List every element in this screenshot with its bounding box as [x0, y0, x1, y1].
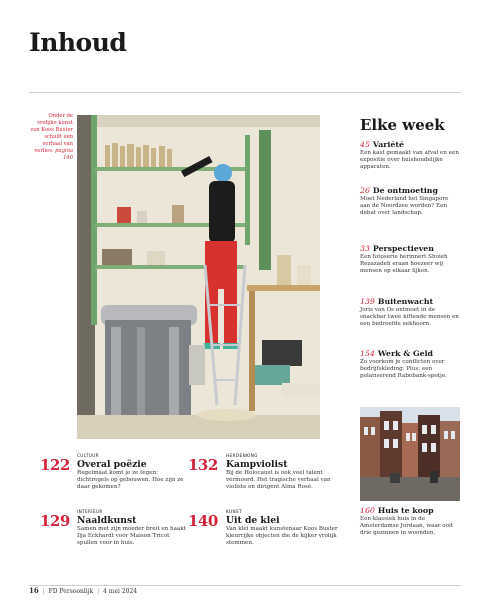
week-item-text: Een fotoserie herinnert Shoieh Rezazadeh eraan hoezeer wij mensen op elkaar lijken.: [360, 254, 448, 275]
studio-illustration: [77, 115, 320, 439]
street-photo: [360, 407, 460, 501]
feature-text: Bij de Holocaust is ook veel talent vermoord. Het tragische verhaal van violiste en dirigent Alma Rosé.: [226, 470, 331, 491]
caption-text: Onder de vrolijke kunst van Koos Buster schuilt een verhaal van verlies.: [30, 113, 73, 154]
studio-photo: [77, 115, 320, 439]
week-item-buitenwacht[interactable]: [360, 297, 460, 329]
week-item-text: Zo voorkom je conflicten over bedrijfskleding. Plus: een polariserend Rabobank-spotje.: [360, 359, 447, 380]
feature-title: Uit de klei: [226, 515, 280, 526]
feature-page-number: 140: [188, 512, 218, 530]
page-title: Inhoud: [29, 28, 127, 57]
week-item-page: 26: [360, 186, 370, 195]
week-item-text: Joris van Os ontmoet in de snackbar twee kiftende mensen en een bedroefde eekhoorn.: [360, 307, 459, 328]
week-item-page: 160: [360, 506, 375, 515]
feature-page-number: 129: [40, 512, 70, 530]
week-item-page: 154: [360, 349, 375, 358]
week-item-title: Perspectieven: [372, 244, 434, 253]
page-footer: 16 | FD Persoonlijk | 4 mei 2024: [29, 586, 138, 595]
week-item-page: 139: [360, 297, 375, 306]
feature-kicker: CULTUUR: [77, 454, 99, 459]
divider: [29, 92, 461, 93]
week-item-werk-geld[interactable]: [360, 349, 460, 381]
feature-kicker: HERDENKING: [226, 454, 258, 459]
week-item-variete[interactable]: [360, 140, 460, 172]
week-item-title: Buitenwacht: [377, 297, 434, 306]
week-item-title: Werk & Geld: [377, 349, 433, 358]
feature-text: Van klei maakt kunstenaar Koos Buster kleurrijke objecten die de kijker vrolijk stemmen.: [226, 526, 338, 547]
footer-date: 4 mei 2024: [103, 588, 138, 595]
feature-title: Kampviolist: [226, 459, 288, 470]
footer-page-number: 16: [29, 586, 39, 595]
week-item-text: Een kast gemaakt van afval en een expositie over huishoudelijke apparaten.: [360, 150, 459, 171]
week-item-page: 33: [360, 244, 370, 253]
week-item-title: Huis te koop: [377, 506, 434, 515]
feature-page-number: 122: [40, 456, 70, 474]
photo-caption: [29, 113, 73, 162]
caption-page: pagina 140: [55, 148, 73, 161]
week-item-page: 45: [360, 140, 370, 149]
footer-publication: FD Persoonlijk: [48, 588, 94, 595]
feature-kicker: INTERIEUR: [77, 510, 103, 515]
week-item-ontmoeting[interactable]: [360, 186, 460, 218]
feature-page-number: 132: [188, 456, 218, 474]
week-item-perspectieven[interactable]: [360, 244, 460, 276]
week-item-title: De ontmoeting: [372, 186, 438, 195]
week-item-text: Een klassiek huis in de Amsterdamse Jordaan, waar ooit drie gezinnen in woonden.: [360, 516, 454, 537]
feature-kicker: KUNST: [226, 510, 242, 515]
week-item-text: Moet Nederland het Singapore aan de Noordzee worden? Een debat over landschap.: [360, 196, 449, 217]
feature-text: Samen met zijn moeder breit en haakt Ilja Eckhardt voor Maison Tricot spullen voor in huis.: [77, 526, 186, 547]
canal-house-illustration: [360, 407, 460, 501]
feature-title: Naaldkunst: [77, 515, 137, 526]
week-item-huis-te-koop[interactable]: [360, 506, 460, 538]
week-section-title: Elke week: [360, 116, 445, 134]
feature-title: Overal poëzie: [77, 459, 147, 470]
week-item-title: Variété: [372, 140, 404, 149]
feature-text: Regelmaat komt je ze tegen: dichtregels op gebouwen. Hoe zijn ze daar gekomen?: [77, 470, 184, 491]
